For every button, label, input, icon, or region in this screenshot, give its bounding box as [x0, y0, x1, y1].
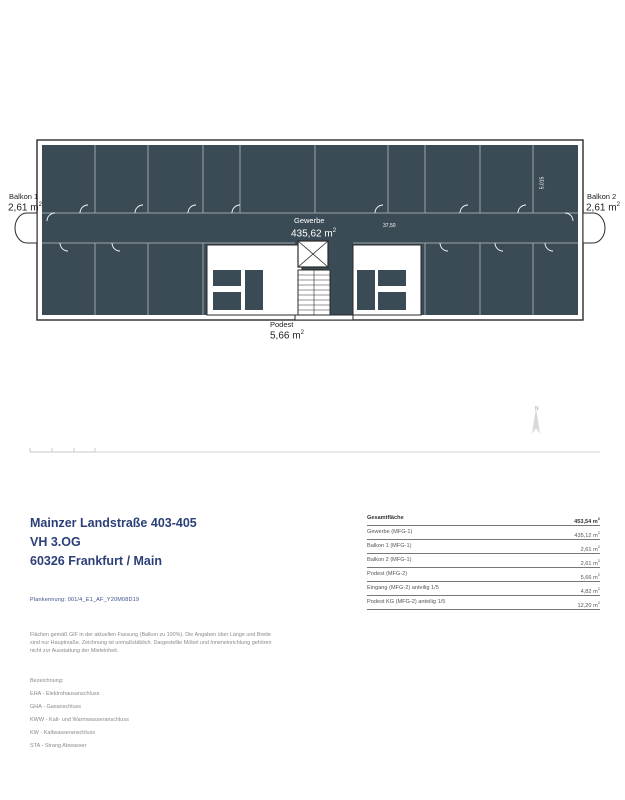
area-value: 12,20 $m^2$	[577, 600, 600, 609]
area-value: 2,61 $m^2$	[580, 558, 600, 567]
area-table-row	[367, 540, 600, 554]
area-table-row	[367, 568, 600, 582]
balkon-2-label: Balkon 2	[587, 192, 617, 201]
legend-item: KWW - Kalt- und Warmwasseranschluss	[30, 717, 129, 723]
balkon-2-outline	[583, 213, 605, 243]
podest-area: 5,66 $m^2$	[270, 330, 304, 342]
area-table-row	[367, 596, 600, 610]
area-label: Gewerbe (MFG-1)	[367, 529, 413, 535]
area-label: Gesamtfläche	[367, 515, 404, 521]
scale-bar	[30, 448, 95, 452]
area-table-header	[367, 512, 600, 526]
dimension-a: 37,50	[383, 223, 396, 229]
legend-item: KW - Kaltwasseranschluss	[30, 730, 96, 736]
dimension-b: 5,015	[539, 176, 546, 190]
plan-id: Plankennung: 001/4_E1_AF_Y20M08D19	[30, 597, 140, 603]
balkon-1-outline	[15, 213, 37, 243]
area-label: Balkon 2 (MFG-1)	[367, 557, 412, 563]
area-value: 4,82 $m^2$	[580, 586, 600, 595]
balkon-2-area: 2,61 $m^2$	[586, 202, 620, 214]
area-value: 435,12 $m^2$	[574, 530, 600, 539]
gewerbe-area: 435,62 $m^2$	[291, 228, 337, 240]
legend-title: Bezeichnung:	[30, 678, 64, 684]
building-core	[207, 241, 421, 315]
address-city: 60326 Frankfurt / Main	[30, 554, 162, 568]
area-label: Eingang (MFG-2) anteilig 1/5	[367, 585, 439, 591]
address-street: Mainzer Landstraße 403-405	[30, 516, 197, 530]
legend-item: STA - Strang Abwasser	[30, 743, 87, 749]
legend-item: EHA - Elektrohausanschluss	[30, 691, 100, 697]
balkon-1-area: 2,61 $m^2$	[8, 202, 42, 214]
gewerbe-label: Gewerbe	[294, 216, 325, 225]
area-value: 453,54 $m^2$	[574, 516, 600, 525]
address-floor: VH 3.OG	[30, 535, 81, 549]
plan-notes: Flächen gemäß GIF in der aktuellen Fassung (Balkon zu 100%). Die Angaben über Länge und Breite sind nur Hauptmaße. Zeichnung ist unmaßstäblich. Dargestellte Möbel und Inneneinrichtung gehören nicht zur Ausstattung der Mieteinheit.	[30, 632, 272, 655]
north-label: N	[535, 406, 539, 412]
area-table-row	[367, 526, 600, 540]
area-value: 2,61 $m^2$	[580, 544, 600, 553]
podest-outline	[295, 315, 353, 320]
podest-label: Podest	[270, 320, 294, 329]
area-label: Podest KG (MFG-2) anteilig 1/5	[367, 599, 446, 605]
area-label: Podest (MFG-2)	[367, 571, 408, 577]
area-value: 5,66 $m^2$	[580, 572, 600, 581]
balkon-1-label: Balkon 1	[9, 192, 39, 201]
legend-item: GHA - Gasanschluss	[30, 704, 82, 710]
area-table-row	[367, 554, 600, 568]
area-table	[367, 512, 600, 610]
area-table-row	[367, 582, 600, 596]
area-label: Balkon 1 (MFG-1)	[367, 543, 412, 549]
